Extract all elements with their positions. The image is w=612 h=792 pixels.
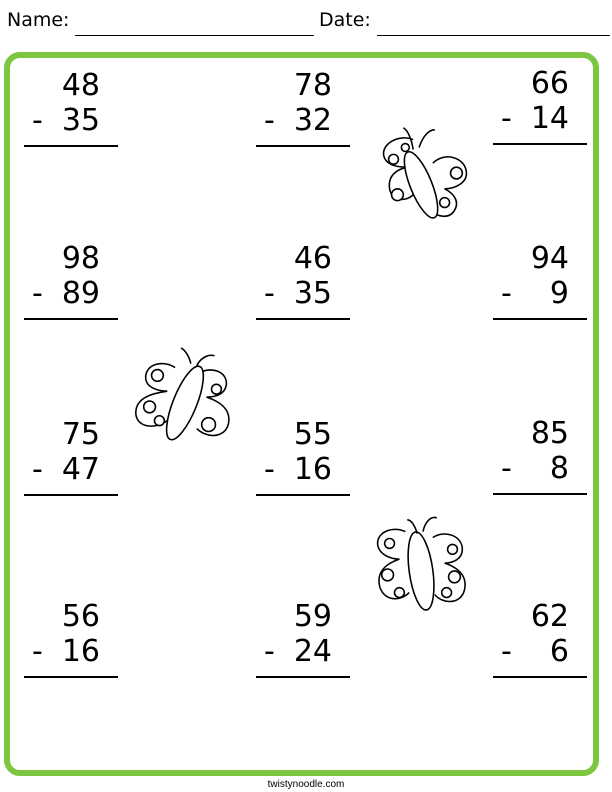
minuend: 78 (293, 68, 332, 103)
minus-sign: - (32, 276, 43, 311)
answer-line (256, 676, 350, 678)
subtrahend: 32 (293, 103, 332, 138)
minus-sign: - (501, 276, 512, 311)
subtrahend: 89 (61, 276, 100, 311)
name-label: Name: (7, 9, 70, 31)
subtrahend: 8 (549, 451, 569, 486)
date-label: Date: (319, 9, 371, 31)
problem-6 (493, 241, 587, 333)
answer-line (24, 145, 118, 147)
problem-10 (24, 599, 118, 691)
answer-line (493, 676, 587, 678)
answer-line (493, 143, 587, 145)
subtrahend: 35 (61, 103, 100, 138)
minus-sign: - (501, 634, 512, 669)
problem-3 (493, 66, 587, 158)
minus-sign: - (264, 634, 275, 669)
answer-line (493, 318, 587, 320)
answer-line (24, 676, 118, 678)
subtrahend: 6 (549, 634, 569, 669)
problem-1 (24, 68, 118, 160)
subtrahend: 14 (530, 101, 569, 136)
answer-line (256, 494, 350, 496)
problem-2 (256, 68, 350, 160)
footer-site: twistynoodle.com (267, 779, 345, 790)
minuend: 56 (61, 599, 100, 634)
minuend: 85 (530, 416, 569, 451)
subtrahend: 47 (61, 452, 100, 487)
problem-5 (256, 241, 350, 333)
problem-12 (493, 599, 587, 691)
minuend: 98 (61, 241, 100, 276)
subtrahend: 9 (549, 276, 569, 311)
answer-line (24, 318, 118, 320)
date-field-line[interactable] (377, 35, 610, 36)
problem-7 (24, 417, 118, 509)
answer-line (256, 145, 350, 147)
minuend: 46 (293, 241, 332, 276)
name-field-line[interactable] (75, 35, 314, 36)
minus-sign: - (264, 276, 275, 311)
butterfly-icon (124, 342, 242, 460)
minuend: 75 (61, 417, 100, 452)
subtrahend: 24 (293, 634, 332, 669)
minus-sign: - (501, 451, 512, 486)
subtrahend: 16 (293, 452, 332, 487)
minuend: 94 (530, 241, 569, 276)
minus-sign: - (32, 634, 43, 669)
subtrahend: 16 (61, 634, 100, 669)
subtrahend: 35 (293, 276, 332, 311)
minuend: 48 (61, 68, 100, 103)
minus-sign: - (501, 101, 512, 136)
worksheet-header (0, 8, 612, 38)
butterfly-icon (364, 118, 482, 236)
problem-4 (24, 241, 118, 333)
minuend: 59 (293, 599, 332, 634)
minuend: 66 (530, 66, 569, 101)
answer-line (493, 493, 587, 495)
minuend: 62 (530, 599, 569, 634)
problem-9 (493, 416, 587, 508)
answer-line (24, 494, 118, 496)
butterfly-icon (364, 510, 482, 628)
minus-sign: - (32, 103, 43, 138)
minus-sign: - (264, 452, 275, 487)
minus-sign: - (32, 452, 43, 487)
problem-11 (256, 599, 350, 691)
minuend: 55 (293, 417, 332, 452)
problem-8 (256, 417, 350, 509)
minus-sign: - (264, 103, 275, 138)
answer-line (256, 318, 350, 320)
